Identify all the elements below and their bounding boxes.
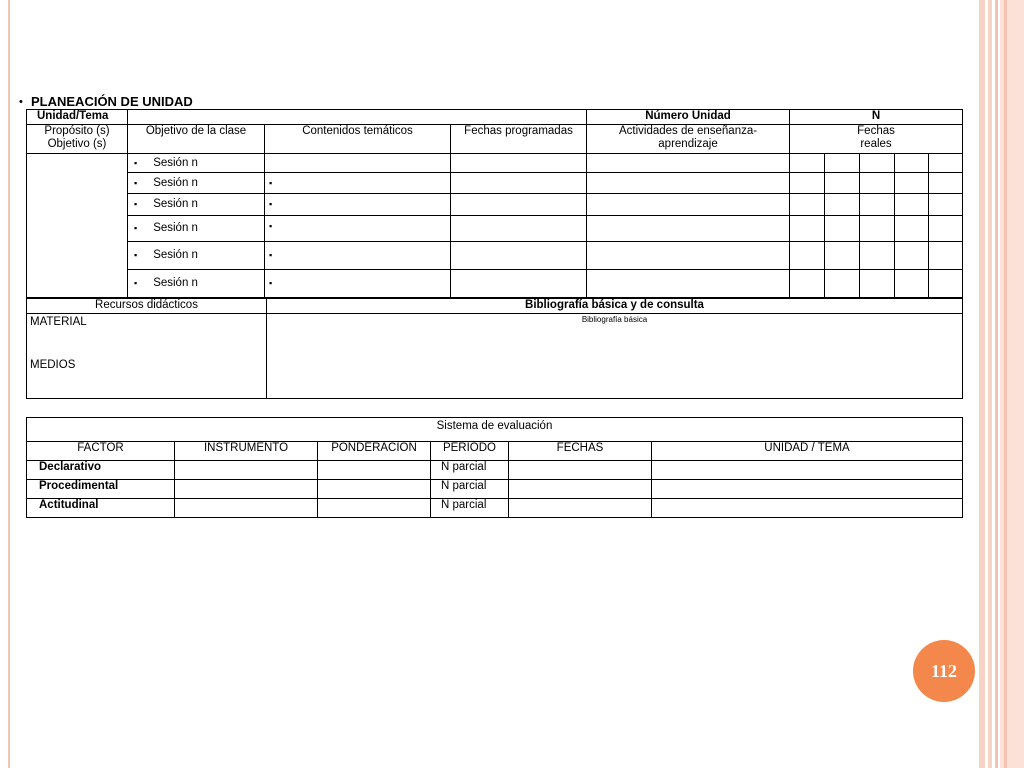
bibliografia-cell[interactable] bbox=[267, 314, 963, 399]
objetivo-clase-header: Objetivo de la clase bbox=[128, 125, 265, 154]
fecha-real-cell[interactable] bbox=[860, 216, 895, 242]
actividades-cell[interactable] bbox=[587, 242, 790, 270]
fechas-cell[interactable] bbox=[509, 461, 652, 480]
instrumento-cell[interactable] bbox=[175, 480, 318, 499]
unidad-tema-label: Unidad/Tema bbox=[27, 110, 128, 125]
recursos-cell[interactable] bbox=[27, 314, 267, 399]
fecha-real-cell[interactable] bbox=[790, 216, 825, 242]
instrumento-header: INSTRUMENTO bbox=[175, 442, 318, 461]
fecha-real-cell[interactable] bbox=[929, 194, 963, 216]
fechas-programadas-cell[interactable] bbox=[451, 154, 587, 173]
planning-table bbox=[26, 109, 963, 298]
fechas-reales-label-1: Fechas bbox=[857, 125, 895, 137]
periodo-cell: N parcial bbox=[431, 461, 509, 480]
session-row bbox=[27, 242, 963, 270]
fecha-real-cell[interactable] bbox=[860, 173, 895, 194]
fecha-real-cell[interactable] bbox=[895, 242, 929, 270]
actividades-cell[interactable] bbox=[587, 173, 790, 194]
unidad-tema-cell[interactable] bbox=[652, 499, 963, 518]
session-cell bbox=[128, 270, 265, 298]
fechas-cell[interactable] bbox=[509, 499, 652, 518]
material-label: MATERIAL bbox=[30, 316, 87, 328]
fechas-reales-label-2: reales bbox=[860, 138, 892, 150]
fecha-real-cell[interactable] bbox=[929, 242, 963, 270]
evaluation-row bbox=[27, 461, 963, 480]
fecha-real-cell[interactable] bbox=[825, 242, 860, 270]
slide-left-border bbox=[8, 0, 10, 768]
session-row bbox=[27, 154, 963, 173]
square-bullet-icon: ▪ bbox=[269, 177, 273, 188]
slide-right-stripe bbox=[979, 0, 985, 768]
slide-right-stripe bbox=[988, 0, 992, 768]
fecha-real-cell[interactable] bbox=[860, 154, 895, 173]
session-label: Sesión n bbox=[153, 277, 198, 289]
fecha-real-cell[interactable] bbox=[825, 173, 860, 194]
fecha-real-cell[interactable] bbox=[790, 194, 825, 216]
evaluation-table bbox=[26, 417, 963, 518]
session-cell bbox=[128, 216, 265, 242]
session-row bbox=[27, 173, 963, 194]
contenidos-cell[interactable] bbox=[265, 154, 451, 173]
resources-table bbox=[26, 298, 963, 399]
fecha-real-cell[interactable] bbox=[929, 154, 963, 173]
contenidos-cell[interactable] bbox=[265, 270, 451, 298]
bibliografia-header: Bibliografía básica y de consulta bbox=[267, 299, 963, 314]
actividades-cell[interactable] bbox=[587, 194, 790, 216]
fecha-real-cell[interactable] bbox=[929, 270, 963, 298]
unidad-tema-header: UNIDAD / TEMA bbox=[652, 442, 963, 461]
session-row bbox=[27, 194, 963, 216]
actividades-header bbox=[587, 125, 790, 154]
session-row bbox=[27, 270, 963, 298]
fechas-reales-header bbox=[790, 125, 963, 154]
square-bullet-icon: ▪ bbox=[269, 278, 273, 288]
evaluation-row bbox=[27, 480, 963, 499]
fecha-real-cell[interactable] bbox=[895, 216, 929, 242]
actividades-cell[interactable] bbox=[587, 216, 790, 242]
fecha-real-cell[interactable] bbox=[895, 194, 929, 216]
contenidos-cell[interactable] bbox=[265, 194, 451, 216]
fecha-real-cell[interactable] bbox=[790, 270, 825, 298]
square-bullet-icon: ▪ bbox=[269, 221, 273, 231]
slide-right-stripe bbox=[1004, 0, 1007, 768]
actividades-cell[interactable] bbox=[587, 270, 790, 298]
fecha-real-cell[interactable] bbox=[790, 154, 825, 173]
unidad-tema-value[interactable] bbox=[128, 110, 587, 125]
factor-cell: Actitudinal bbox=[27, 499, 175, 518]
numero-unidad-label: Número Unidad bbox=[587, 110, 790, 125]
bibliografia-basica-label: Bibliografía básica bbox=[581, 315, 648, 324]
fecha-real-cell[interactable] bbox=[790, 242, 825, 270]
page-title: PLANEACIÓN DE UNIDAD bbox=[31, 94, 193, 109]
fecha-real-cell[interactable] bbox=[825, 194, 860, 216]
actividades-cell[interactable] bbox=[587, 154, 790, 173]
page-number-badge: 112 bbox=[913, 640, 975, 702]
fechas-programadas-cell[interactable] bbox=[451, 173, 587, 194]
contenidos-cell[interactable] bbox=[265, 242, 451, 270]
session-label: Sesión n bbox=[153, 198, 198, 210]
proposito-cell[interactable] bbox=[27, 154, 128, 298]
ponderacion-header: PONDERACIÓN bbox=[318, 442, 431, 461]
contenidos-header: Contenidos temáticos bbox=[265, 125, 451, 154]
fecha-real-cell[interactable] bbox=[860, 194, 895, 216]
evaluation-title: Sistema de evaluación bbox=[27, 418, 963, 442]
fecha-real-cell[interactable] bbox=[929, 173, 963, 194]
evaluation-row bbox=[27, 499, 963, 518]
proposito-label: Propósito (s) bbox=[44, 125, 110, 137]
periodo-cell: N parcial bbox=[431, 480, 509, 499]
square-bullet-icon: ▪ bbox=[134, 157, 138, 168]
square-bullet-icon: ▪ bbox=[134, 250, 138, 260]
session-label: Sesión n bbox=[153, 176, 198, 189]
bullet-icon: • bbox=[19, 96, 23, 108]
periodo-cell: N parcial bbox=[431, 499, 509, 518]
instrumento-cell[interactable] bbox=[175, 461, 318, 480]
factor-cell: Procedimental bbox=[27, 480, 175, 499]
fecha-real-cell[interactable] bbox=[825, 216, 860, 242]
contenidos-cell[interactable] bbox=[265, 173, 451, 194]
fechas-header: FECHAS bbox=[509, 442, 652, 461]
fechas-cell[interactable] bbox=[509, 480, 652, 499]
fecha-real-cell[interactable] bbox=[825, 270, 860, 298]
square-bullet-icon: ▪ bbox=[134, 223, 138, 233]
objetivo-s-label: Objetivo (s) bbox=[47, 138, 107, 150]
fecha-real-cell[interactable] bbox=[825, 154, 860, 173]
unidad-tema-cell[interactable] bbox=[652, 461, 963, 480]
factor-header: FACTOR bbox=[27, 442, 175, 461]
fechas-programadas-cell[interactable] bbox=[451, 216, 587, 242]
fecha-real-cell[interactable] bbox=[895, 154, 929, 173]
session-row bbox=[27, 216, 963, 242]
unidad-tema-cell[interactable] bbox=[652, 480, 963, 499]
ponderacion-cell[interactable] bbox=[318, 461, 431, 480]
instrumento-cell[interactable] bbox=[175, 499, 318, 518]
fechas-programadas-cell[interactable] bbox=[451, 242, 587, 270]
recursos-header: Recursos didácticos bbox=[27, 299, 267, 314]
actividades-label-1: Actividades de enseñanza- bbox=[618, 125, 758, 137]
session-cell bbox=[128, 173, 265, 194]
session-label: Sesión n bbox=[153, 249, 198, 261]
square-bullet-icon: ▪ bbox=[269, 250, 273, 260]
medios-label: MEDIOS bbox=[30, 359, 76, 371]
fecha-real-cell[interactable] bbox=[860, 242, 895, 270]
proposito-header bbox=[27, 125, 128, 154]
ponderacion-cell[interactable] bbox=[318, 499, 431, 518]
session-cell bbox=[128, 154, 265, 173]
periodo-header: PERIODO bbox=[431, 442, 509, 461]
fechas-programadas-cell[interactable] bbox=[451, 194, 587, 216]
session-label: Sesión n bbox=[153, 222, 198, 234]
actividades-label-2: aprendizaje bbox=[658, 138, 718, 150]
fechas-programadas-cell[interactable] bbox=[451, 270, 587, 298]
fecha-real-cell[interactable] bbox=[790, 173, 825, 194]
fechas-programadas-header: Fechas programadas bbox=[451, 125, 587, 154]
contenidos-cell[interactable] bbox=[265, 216, 451, 242]
fecha-real-cell[interactable] bbox=[895, 270, 929, 298]
session-cell bbox=[128, 194, 265, 216]
square-bullet-icon: ▪ bbox=[134, 278, 138, 288]
session-label: Sesión n bbox=[153, 156, 198, 169]
fecha-real-cell[interactable] bbox=[860, 270, 895, 298]
square-bullet-icon: ▪ bbox=[269, 199, 273, 209]
ponderacion-cell[interactable] bbox=[318, 480, 431, 499]
slide-right-stripe bbox=[995, 0, 998, 768]
square-bullet-icon: ▪ bbox=[134, 177, 138, 188]
factor-cell: Declarativo bbox=[27, 461, 175, 480]
fecha-real-cell[interactable] bbox=[895, 173, 929, 194]
session-cell bbox=[128, 242, 265, 270]
n-label: N bbox=[790, 110, 963, 125]
fecha-real-cell[interactable] bbox=[929, 216, 963, 242]
square-bullet-icon: ▪ bbox=[134, 199, 138, 209]
